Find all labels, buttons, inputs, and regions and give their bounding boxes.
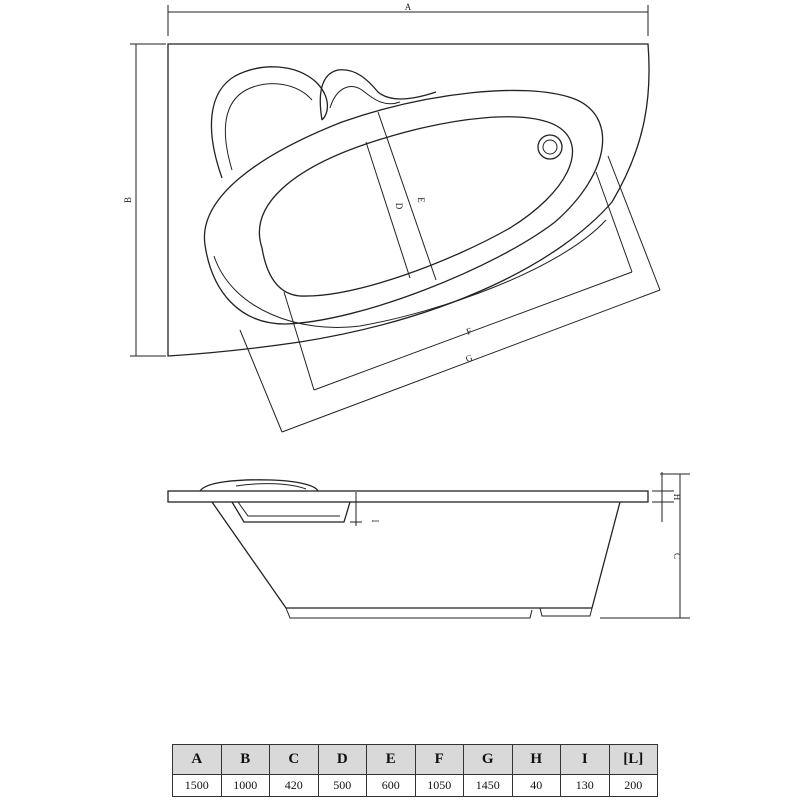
table-cell: 200 [609,775,658,797]
dimension-g [240,156,660,432]
table-cell: 1050 [415,775,464,797]
table-cell: 500 [318,775,367,797]
dimension-e [378,112,436,280]
dimension-f-label: F [464,325,474,337]
table-header-cell: H [512,745,561,775]
dimension-d [366,142,410,278]
dimension-i-label: I [370,519,380,523]
table-header-cell: G [464,745,513,775]
dimensions-table [172,744,658,797]
dimension-e-label: E [416,197,426,203]
table-header-cell: F [415,745,464,775]
dimension-c-label: C [672,552,682,560]
side-view [168,472,690,618]
dimension-f [284,172,632,390]
table-header-cell: D [318,745,367,775]
table-header-cell: A [173,745,222,775]
table-header-cell: E [367,745,416,775]
headrest-profile [200,480,318,491]
tub-rim [168,491,648,502]
table-cell: 40 [512,775,561,797]
table-cell: 1500 [173,775,222,797]
table-header-cell: I [561,745,610,775]
dimension-b [123,44,166,356]
dimension-g-label: G [464,352,474,364]
dimension-h [652,472,682,522]
top-view [123,2,660,432]
table-cell: 420 [270,775,319,797]
table-row [173,775,658,797]
drain-icon [538,135,562,159]
seat-recess [232,502,350,522]
dimension-i [350,492,380,526]
table-header-cell: [L] [609,745,658,775]
table-header-cell: C [270,745,319,775]
dimension-b-label: B [123,196,133,204]
table-cell: 1000 [221,775,270,797]
table-cell: 1450 [464,775,513,797]
dimension-d-label: D [394,202,404,210]
table-cell: 130 [561,775,610,797]
table-header-cell: B [221,745,270,775]
dimension-a [168,2,648,36]
table-header-row [173,745,658,775]
table-cell: 600 [367,775,416,797]
tub-body [212,502,620,608]
dimension-a-label: A [404,2,412,12]
dimension-h-label: H [672,493,682,501]
